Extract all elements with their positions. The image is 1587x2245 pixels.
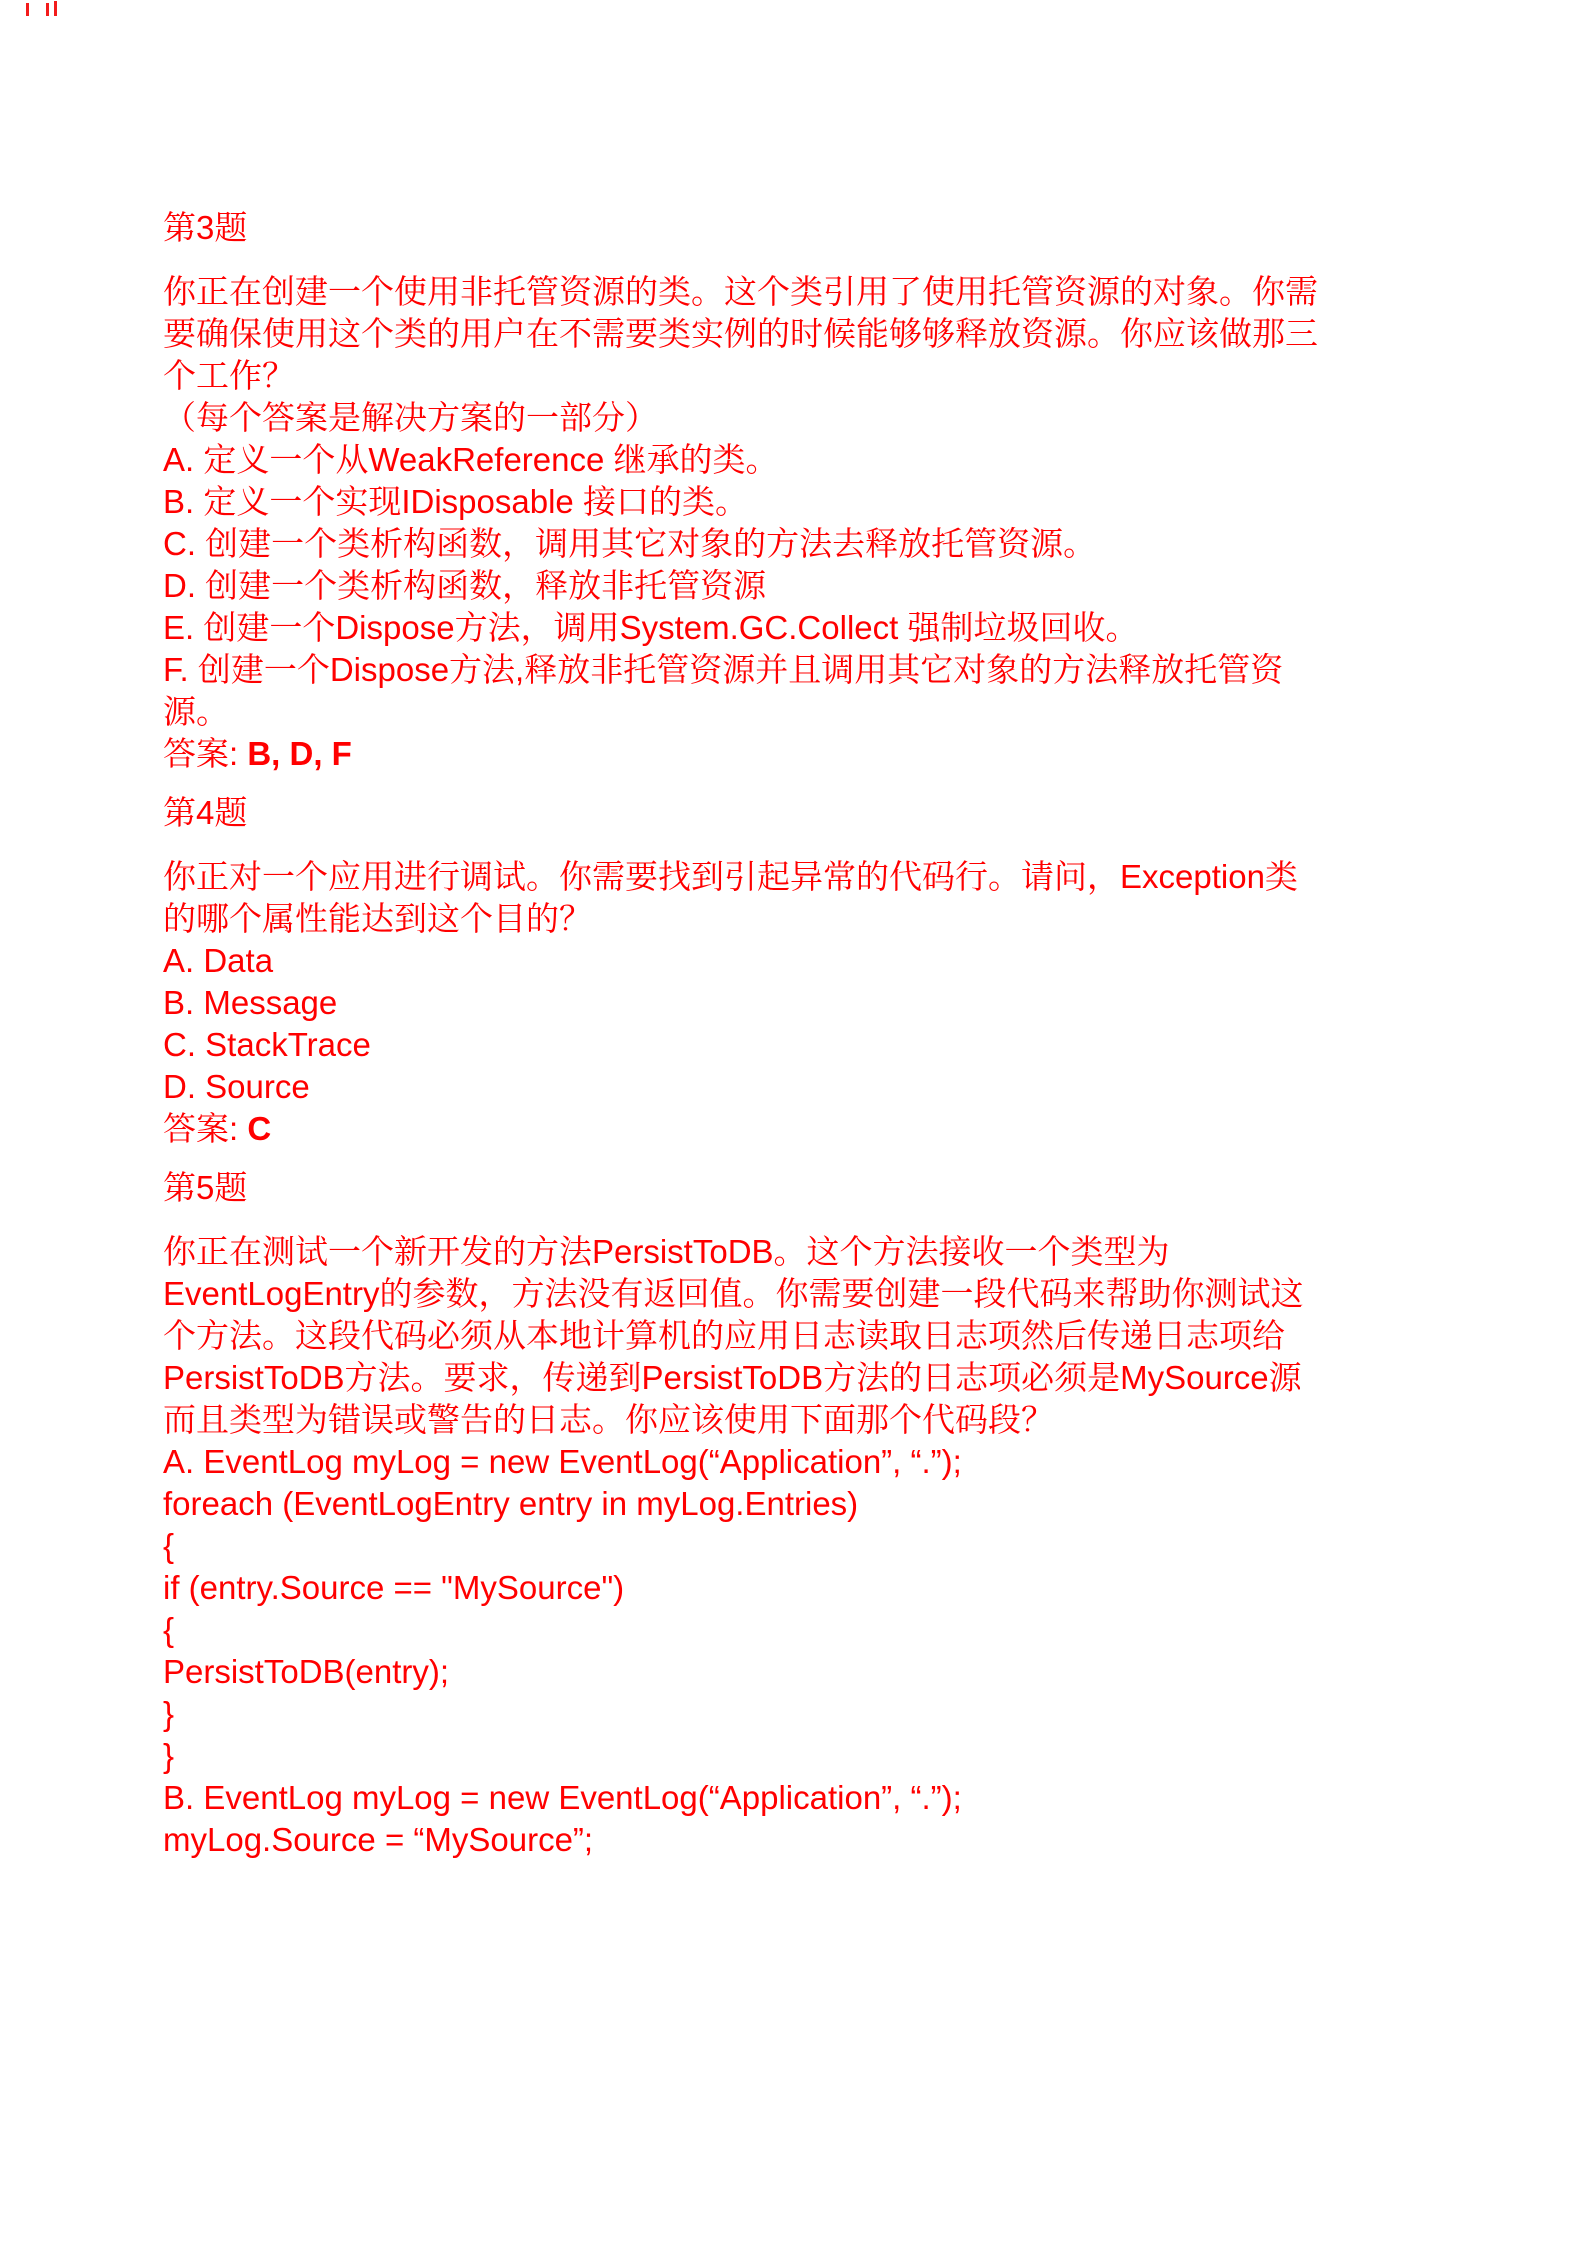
code-line-option-a: A. EventLog myLog = new EventLog(“Application”, “.”); (163, 1443, 962, 1480)
option-line-c: C. StackTrace (163, 1026, 371, 1063)
option-line-f-cont: 源。 (163, 693, 229, 730)
code-line: } (163, 1737, 175, 1774)
code-line: if (entry.Source == "MySource") (163, 1569, 625, 1606)
question-block-5 (163, 1167, 1473, 1861)
answer-value: B, D, F (247, 735, 352, 772)
option-line-b: B. Message (163, 984, 338, 1021)
option-line-a: A. Data (163, 942, 274, 979)
code-line: { (163, 1527, 175, 1564)
question-line: 个工作？ (163, 357, 295, 394)
question-heading: 第3题 (163, 209, 248, 246)
question-line: 的哪个属性能达到这个目的？ (163, 900, 592, 937)
question-line: （每个答案是解决方案的一部分） (163, 399, 658, 436)
answer-label: 答案: (163, 735, 248, 772)
answer-value: C (247, 1110, 272, 1147)
cutoff-text-artifact (24, 0, 70, 16)
code-line: { (163, 1611, 175, 1648)
option-line-f: F. 创建一个Dispose方法,释放非托管资源并且调用其它对象的方法释放托管资 (163, 651, 1284, 688)
code-line-option-b: B. EventLog myLog = new EventLog(“Application”, “.”); (163, 1779, 962, 1816)
question-line: EventLogEntry的参数，方法没有返回值。你需要创建一段代码来帮助你测试这 (163, 1275, 1304, 1312)
question-block-3 (163, 207, 1473, 775)
option-line-e: E. 创建一个Dispose方法，调用System.GC.Collect 强制垃圾回收。 (163, 609, 1139, 646)
question-heading: 第4题 (163, 794, 248, 831)
question-line: 要确保使用这个类的用户在不需要类实例的时候能够够释放资源。你应该做那三 (163, 315, 1318, 352)
answer-line (163, 733, 1473, 775)
code-line: } (163, 1695, 175, 1732)
code-line: PersistToDB(entry); (163, 1653, 450, 1690)
question-block-4 (163, 792, 1473, 1150)
answer-line (163, 1108, 1473, 1150)
option-line-d: D. 创建一个类析构函数，释放非托管资源 (163, 567, 767, 604)
question-line: 你正在创建一个使用非托管资源的类。这个类引用了使用托管资源的对象。你需 (163, 273, 1318, 310)
question-line: 你正在测试一个新开发的方法PersistToDB。这个方法接收一个类型为 (163, 1233, 1170, 1270)
question-heading: 第5题 (163, 1169, 248, 1206)
question-line: 个方法。这段代码必须从本地计算机的应用日志读取日志项然后传递日志项给 (163, 1317, 1285, 1354)
code-line: myLog.Source = “MySource”; (163, 1821, 594, 1858)
question-line: 你正对一个应用进行调试。你需要找到引起异常的代码行。请问，Exception类 (163, 858, 1298, 895)
option-line-d: D. Source (163, 1068, 310, 1105)
question-line: PersistToDB方法。要求，传递到PersistToDB方法的日志项必须是MySource源 (163, 1359, 1302, 1396)
document-content (163, 207, 1473, 1861)
option-line-c: C. 创建一个类析构函数，调用其它对象的方法去释放托管资源。 (163, 525, 1097, 562)
answer-label: 答案: (163, 1110, 248, 1147)
option-line-b: B. 定义一个实现IDisposable 接口的类。 (163, 483, 748, 520)
option-line-a: A. 定义一个从WeakReference 继承的类。 (163, 441, 779, 478)
code-line: foreach (EventLogEntry entry in myLog.Entries) (163, 1485, 859, 1522)
question-line: 而且类型为错误或警告的日志。你应该使用下面那个代码段？ (163, 1401, 1054, 1438)
